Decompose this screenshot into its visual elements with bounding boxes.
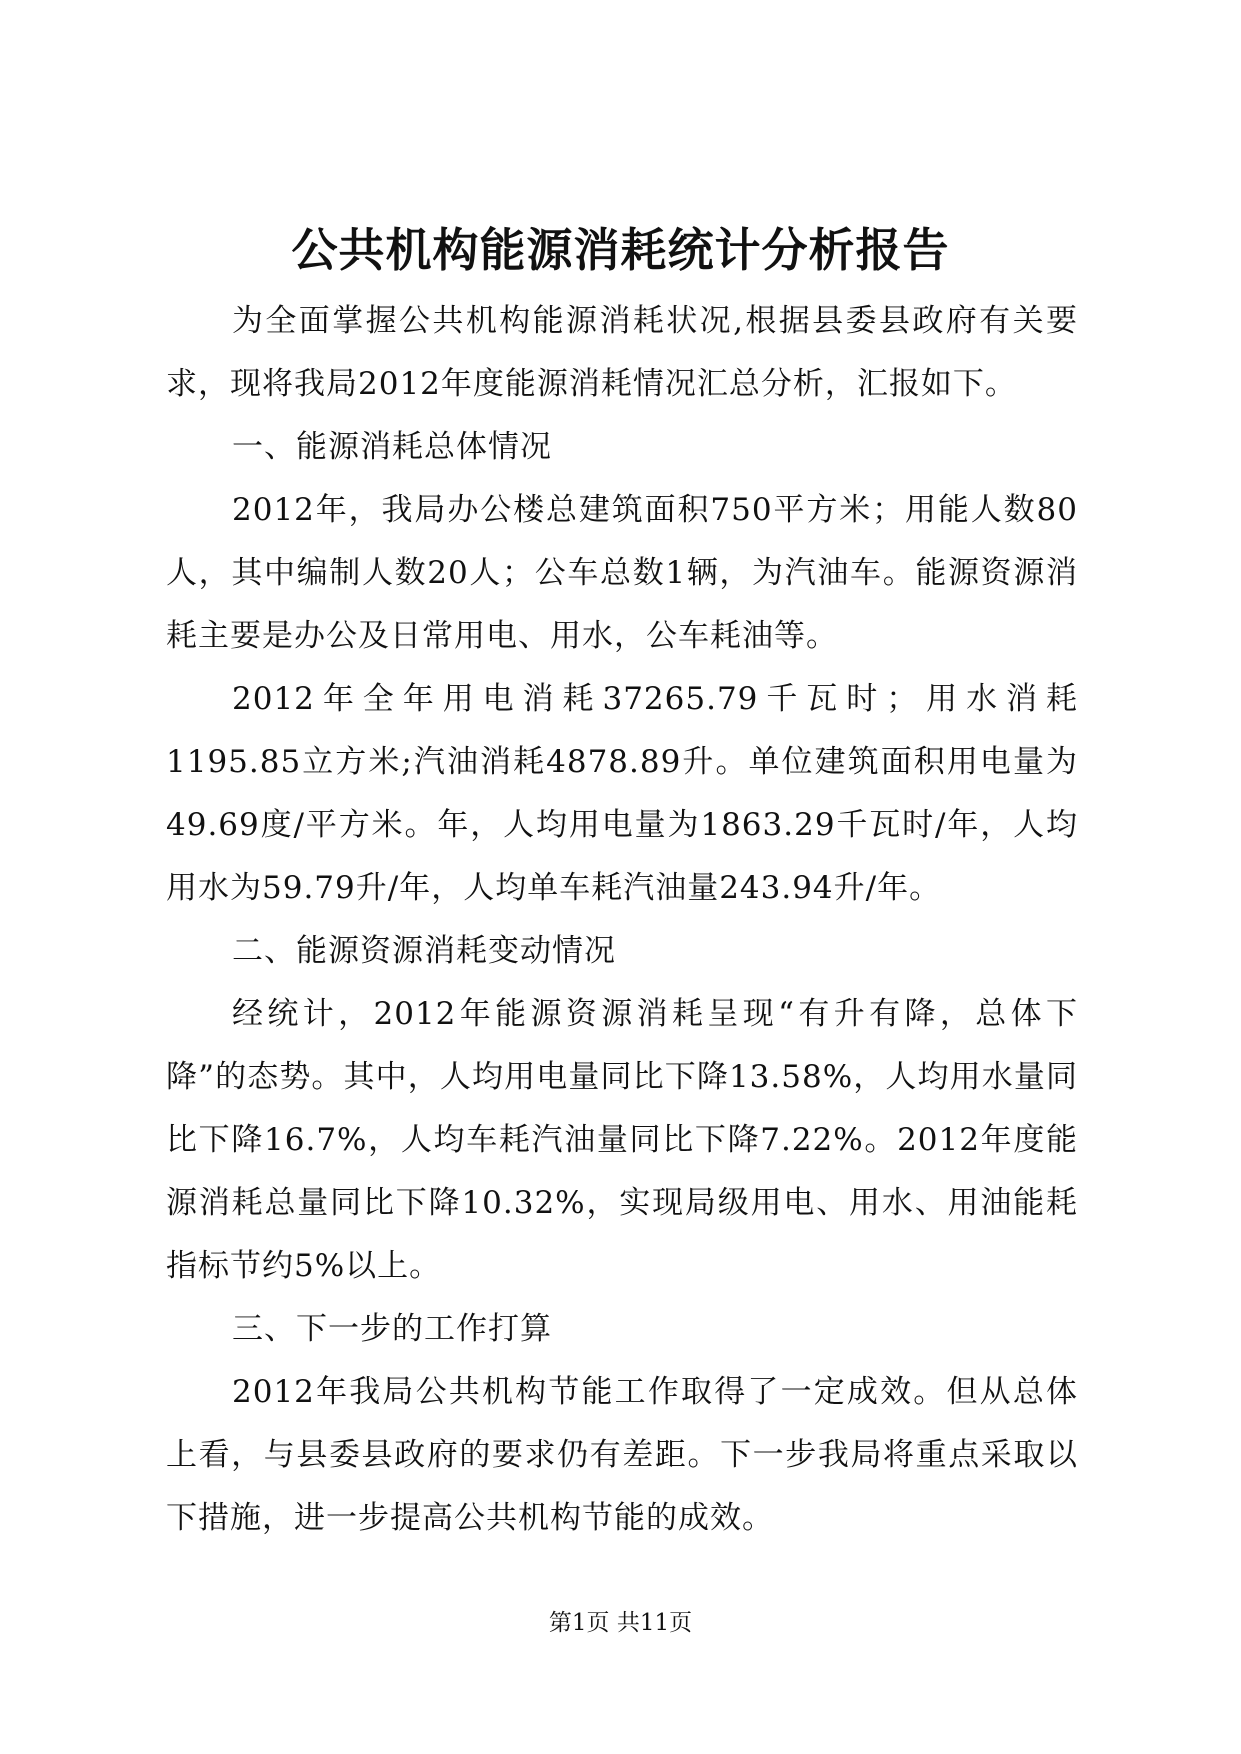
document-title: 公共机构能源消耗统计分析报告 [291, 223, 950, 277]
paragraph-changes: 经统计，2012年能源资源消耗呈现“有升有降，总体下降”的态势。其中，人均用电量同比下降13.58%，人均用水量同比下降16.7%，人均车耗汽油量同比下降7.22%。2012年度能源消耗总量同比下降10.32%，实现局级用电、用水、用油能耗指标节约5%以上。 [166, 996, 1078, 1284]
section-heading-3: 三、下一步的工作打算 [232, 1311, 552, 1347]
paragraph-overview: 2012年，我局办公楼总建筑面积750平方米；用能人数80人，其中编制人数20人；公车总数1辆，为汽油车。能源资源消耗主要是办公及日常用电、用水，公车耗油等。 [166, 492, 1078, 654]
page-number-footer: 第1页 共11页 [548, 1610, 693, 1636]
intro-paragraph: 为全面掌握公共机构能源消耗状况,根据县委县政府有关要求，现将我局2012年度能源消耗情况汇总分析，汇报如下。 [166, 303, 1078, 402]
paragraph-next-steps: 2012年我局公共机构节能工作取得了一定成效。但从总体上看，与县委县政府的要求仍有差距。下一步我局将重点采取以下措施，进一步提高公共机构节能的成效。 [166, 1374, 1078, 1536]
section-heading-2: 二、能源资源消耗变动情况 [232, 933, 616, 969]
section-heading-1: 一、能源消耗总体情况 [232, 429, 552, 465]
document-body [166, 290, 1078, 1550]
paragraph-consumption: 2012年全年用电消耗37265.79千瓦时；用水消耗1195.85立方米;汽油消耗4878.89升。单位建筑面积用电量为49.69度/平方米。年，人均用电量为1863.29千瓦时/年，人均用水为59.79升/年，人均单车耗汽油量243.94升/年。 [166, 681, 1078, 906]
